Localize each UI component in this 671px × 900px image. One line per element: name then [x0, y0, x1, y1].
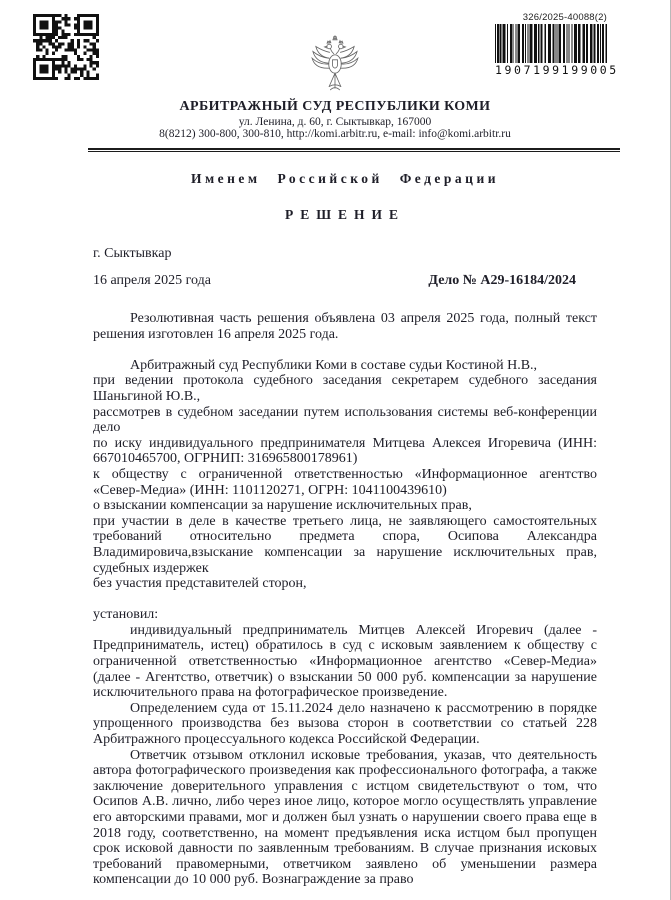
- body-paragraph: индивидуальный предприниматель Митцев Алексей Игоревич (далее - Предприниматель, истец) обратилось в суд с исковым заявлением к обществу с ограниченной ответственностью «Информационное агентство «Север-Медиа» (далее - Агентство, ответчик) о взыскании 50 000 руб. компенсации за нарушение исключительного права на фотографическое произведение.: [93, 622, 597, 701]
- court-name: АРБИТРАЖНЫЙ СУД РЕСПУБЛИКИ КОМИ: [179, 99, 491, 115]
- body-paragraph: при участии в деле в качестве третьего лица, не заявляющего самостоятельных требований относительно предмета спора, Осипова Александра Владимировича,взыскание компенсации за нарушение исключительных прав, судебных издержек: [93, 513, 597, 576]
- in-the-name-heading: Именем Российской Федерации: [190, 171, 500, 186]
- decision-heading: РЕШЕНИЕ: [284, 207, 406, 222]
- document-body: [93, 311, 597, 888]
- barcode-block: [495, 12, 619, 77]
- document-number: 326/2025-40088(2): [522, 12, 607, 23]
- header-divider: [88, 148, 620, 152]
- body-paragraph: при ведении протокола судебного заседания секретарем судебного заседания Шаньгиной Ю.В.,: [93, 373, 597, 404]
- body-paragraph: установил:: [93, 607, 159, 623]
- body-paragraph: Ответчик отзывом отклонил исковые требования, указав, что деятельность автора фотографического произведения как профессионального фотографа, а также заключение доверительного управления с истцом свидетельствуют о том, что Осипов А.В. лично, либо через иное лицо, которое могло осуществлять управление его авторскими правами, мог и должен был узнать о нарушении своего права еще в 2018 году, соответственно, на момент предъявления иска истцом был пропущен срок исковой давности по заявленным требованиям. В случае признания исковых требований правомерными, ответчиком заявлено об уменьшении размера компенсации до 10 000 руб. Вознаграждение за право: [93, 747, 597, 888]
- document-content: [0, 171, 670, 888]
- body-paragraph: Резолютивная часть решения объявлена 03 апреля 2025 года, полный текст решения изготовлен 16 апреля 2025 года.: [93, 311, 597, 342]
- coat-of-arms-eagle-icon: [310, 34, 360, 94]
- decision-date: 16 апреля 2025 года: [93, 273, 211, 288]
- body-paragraph: о взыскании компенсации за нарушение исключительных прав,: [93, 498, 472, 514]
- body-paragraph: по иску индивидуального предпринимателя Митцева Алексея Игоревича (ИНН: 667010465700, ОГРНИП: 316965800178961): [93, 435, 597, 467]
- document-header: [0, 0, 670, 140]
- city-label: г. Сыктывкар: [93, 246, 172, 261]
- body-paragraph: Арбитражный суд Республики Коми в составе судьи Костиной Н.В.,: [130, 357, 538, 373]
- date-row: [93, 273, 597, 289]
- body-paragraph: рассмотрев в судебном заседании путем использования системы веб-конференции дело: [93, 404, 597, 436]
- barcode-digits: 1907199199005: [495, 63, 619, 77]
- court-contacts: 8(8212) 300-800, 300-810, http://komi.arbitr.ru, e-mail: info@komi.arbitr.ru: [159, 128, 511, 141]
- court-address: ул. Ленина, д. 60, г. Сыктывкар, 167000: [238, 116, 432, 129]
- body-paragraph: Определением суда от 15.11.2024 дело назначено к рассмотрению в порядке упрощенного производства без вызова сторон в соответствии со статьей 228 Арбитражного процессуального кодекса Российской Федерации.: [93, 700, 597, 748]
- case-number: Дело № А29-16184/2024: [428, 273, 576, 288]
- body-paragraph: без участия представителей сторон,: [93, 576, 307, 592]
- body-paragraph: к обществу с ограниченной ответственностью «Информационное агентство «Север-Медиа» (ИНН: 1101120271, ОГРН: 1041100439610): [93, 466, 597, 498]
